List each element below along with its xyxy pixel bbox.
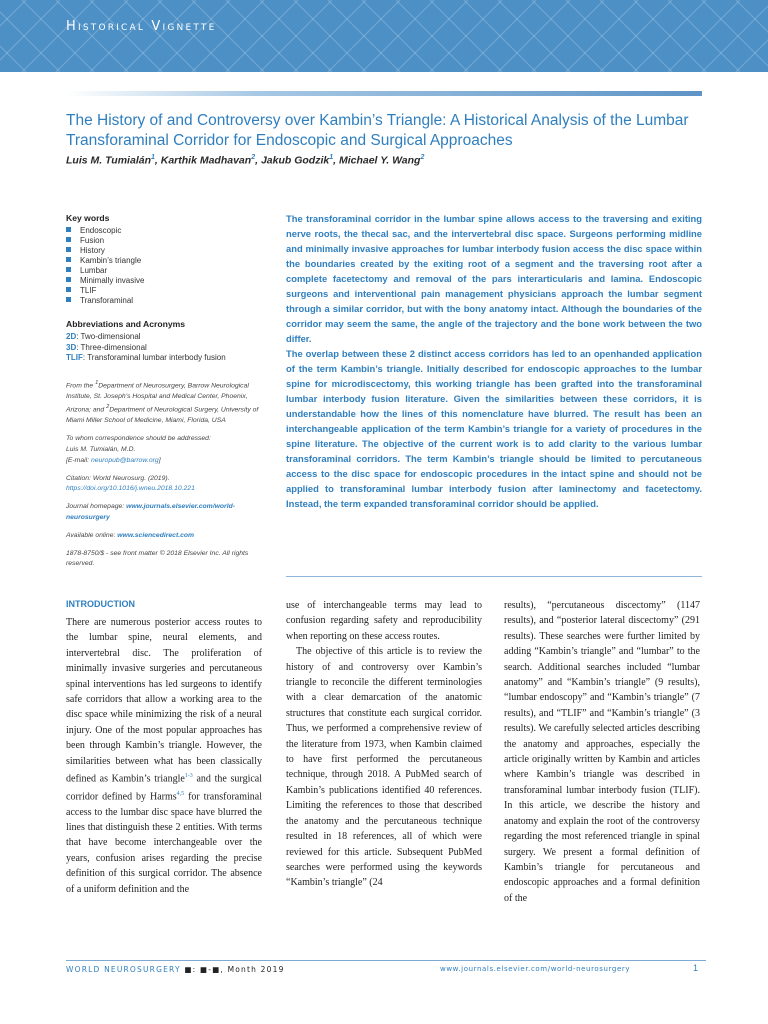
keywords-heading: Key words [66, 213, 110, 223]
banner-line [0, 0, 26, 72]
keyword-item [66, 226, 272, 236]
keyword-label: Endoscopic [80, 226, 122, 235]
author: Jakub Godzik [260, 154, 330, 167]
banner-pattern [0, 0, 768, 72]
affiliation-2: Department of Neurological Surgery, University of Miami Miller School of Medicine, Miami, Florida, USA [66, 406, 259, 425]
journal-homepage [66, 502, 272, 524]
abbreviation-term: TLIF [66, 353, 83, 362]
abbreviation-definition: Two-dimensional [80, 332, 141, 341]
affiliation-1: Department of Neurosurgery, Barrow Neurological Institute, St. Joseph’s Hospital and Medical Center, Phoenix, Arizona; and [66, 381, 249, 414]
banner-line [0, 0, 60, 72]
abbreviation-item: 2D: Two-dimensional [66, 332, 141, 341]
author: Michael Y. Wang [338, 154, 421, 167]
section-heading: INTRODUCTION [66, 599, 135, 609]
author-affiliation: 1 [150, 154, 155, 161]
author-list [66, 154, 424, 167]
affiliations-block [66, 378, 272, 571]
footer-url[interactable]: www.journals.elsevier.com/world-neurosurgery [440, 965, 631, 973]
citation-text: Citation: World Neurosurg. (2019). [66, 474, 170, 482]
banner-line [702, 0, 768, 72]
author-affiliation: 2 [251, 154, 256, 161]
available-online [66, 531, 272, 542]
bullet-square-icon [66, 297, 71, 302]
abbreviation-item: 3D: Three-dimensional [66, 342, 147, 352]
affiliation-prefix: From the [66, 381, 96, 389]
bullet-square-icon [66, 227, 71, 232]
abstract-paragraph: The transforaminal corridor in the lumbar spine allows access to the traversing and exiting nerve roots, the thecal sac, and the intervertebral disc space. Surgeons performing midline and minimally invasive approaches for lumbar interbody fusion access the disc space within the boundaries created by the exiting root of a segment and the traversing root after a complete facetectomy and removal of the pars interarticularis and lamina. Endoscopic surgeons and interventional pain management physicians approach the lumbar segment through a similar corridor, but with the bony anatomy intact. Although the boundaries of the corridor may seem the same, the angle of the trajectory and the bone work between the two differ. [286, 213, 702, 344]
author-affiliation: 2 [420, 154, 425, 161]
banner-line [0, 0, 26, 72]
keyword-item [66, 286, 272, 296]
section-title: Historical Vignette [66, 19, 217, 34]
author: Karthik Madhavan [160, 154, 252, 167]
body-paragraph: results), “percutaneous discectomy” (1147 results), and “posterior lateral discectomy” (291 results). These searches were further limited by adding “Kambin’s triangle” and “lumbar” to the search. Additional searches included “lumbar anatomy” and “Kambin’s triangle” (9 results), “lumbar endoscopy” and “Kambin’s triangle” (7 results), and “TLIF” and “Kambin’s triangle” (3 results). We carefully selected articles describing the anatomy and approaches, especially the article originally written by Kambin and articles where Kambin’s triangle was described in transforaminal lumbar interbody fusion (TLIF). In this article, we describe the history and anatomy and explain the root of the controversy regarding the most referenced triangle in spinal surgery. We present a formal definition of Kambin’s triangle for percutaneous and endoscopic approaches and a formal definition of the [504, 600, 700, 904]
body-column-1 [66, 598, 262, 897]
journal-volume: ■: ■-■, Month 2019 [180, 965, 285, 974]
abstract-rule [286, 576, 702, 577]
copyright: 1878-8750/$ - see front matter © 2018 Elsevier Inc. All rights reserved. [66, 549, 249, 568]
reference-marker[interactable]: 4,5 [176, 790, 185, 797]
body-paragraph: use of interchangeable terms may lead to confusion regarding safety and reproducibility when reporting on these access routes. [286, 600, 482, 642]
keyword-label: Minimally invasive [80, 276, 145, 285]
keyword-label: Fusion [80, 236, 105, 245]
abstract-paragraph: The overlap between these 2 distinct access corridors has led to an openhanded application of the term Kambin’s triangle. Initially described for endoscopic approaches to the lumbar spine for microdiscectomy, this working triangle has been grafted into the transforaminal lumbar interbody fusion literature. Given the similarities between these corridors, it is understandable how the lines of this nomenclature have blurred. The result has been an interchangeable application of the term Kambin’s triangle for a variety of procedures in the spine literature. The objective of the current work is to add clarity to the various lumbar transforaminal corridors. The term Kambin’s triangle should be limited to percutaneous access to the disc space for endoscopic procedures in the intact spine and should not be applied to transforaminal lumbar interbody fusion after laminectomy and facetectomy. Instead, the term expanded transforaminal corridor should be applied. [286, 348, 702, 509]
email-label: [E-mail: [66, 456, 91, 464]
body-column-3 [504, 598, 700, 906]
keyword-item [66, 296, 272, 306]
bullet-square-icon [66, 277, 71, 282]
keyword-item [66, 256, 272, 266]
email-link[interactable]: neuropub@barrow.org [90, 456, 159, 464]
bullet-square-icon [66, 267, 71, 272]
homepage-link[interactable]: www.journals.elsevier.com/world-neurosurgery [66, 503, 236, 521]
correspondence-label: To whom correspondence should be addressed: [66, 435, 211, 443]
keyword-item [66, 276, 272, 286]
page-number: 1 [693, 963, 699, 973]
author-separator: , [255, 154, 261, 167]
abbreviation-term: 3D [66, 342, 77, 352]
journal-name: WORLD NEUROSURGERY [66, 965, 181, 974]
abbreviation-definition: Three-dimensional [80, 342, 147, 352]
keyword-item [66, 246, 272, 256]
footer-journal [66, 965, 285, 974]
body-text: for transforaminal access to the lumbar disc space have blurred the lines that distinguish these 2 entities. With terms that have become interchangeable over the years, confusion arises regarding the precise definition of this surgical corridor. The absence of a uniform definition and the [66, 791, 262, 895]
bullet-square-icon [66, 257, 71, 262]
keyword-item [66, 236, 272, 246]
abstract [286, 211, 702, 511]
body-paragraph [66, 615, 262, 897]
bullet-square-icon [66, 237, 71, 242]
body-column-2 [286, 598, 482, 891]
body-text: There are numerous posterior access routes to the lumbar spine, neural elements, and intervertebral disc. The proliferation of minimally invasive surgeries and percutaneous spinal interventions has led surgeons to identify safe corridors that allow a working area to the disc space while minimizing the risk of a neural injury. One of the most popular approaches has been through Kambin’s triangle. However, the similarities between what has been classically defined as Kambin’s triangle [66, 617, 262, 785]
email-close: ] [158, 456, 161, 464]
keyword-label: History [80, 246, 105, 255]
bullet-square-icon [66, 247, 71, 252]
abbreviation-term: 2D [66, 332, 77, 341]
abbreviation-definition: Transforaminal lumbar interbody fusion [87, 353, 226, 362]
keyword-label: Kambin’s triangle [80, 256, 142, 265]
keyword-label: Lumbar [80, 266, 108, 275]
author: Luis M. Tumialán [66, 154, 151, 167]
citation [66, 474, 272, 496]
keyword-item [66, 266, 272, 276]
body-text: and the surgical corridor defined by Harms [66, 773, 262, 803]
author-affiliation: 1 [329, 154, 334, 161]
keyword-label: Transforaminal [80, 296, 134, 305]
sciencedirect-link[interactable]: www.sciencedirect.com [117, 531, 195, 539]
doi-link[interactable]: https://doi.org/10.1016/j.wneu.2018.10.221 [66, 485, 195, 493]
keywords-list [66, 226, 272, 306]
available-label: Available online: [66, 531, 118, 539]
body-paragraph: The objective of this article is to review the history of and controversy over Kambin’s triangle to reconcile the different terminologies with a clear demarcation of the anatomic structures that constitute each surgical corridor. Thus, we performed a comprehensive review of the literature from 1973, when Kambin claimed to have first performed the percutaneous technique, through 2018. A PubMed search of Kambin’s publications identified 40 references. Limiting the references to those that described the anatomy and the percutaneous technique resulted in 18 references, all of which were reviewed for this article. Subsequent PubMed searches were performed using the keywords “Kambin’s triangle” (24 [286, 646, 482, 889]
reference-marker[interactable]: 1-3 [184, 773, 193, 780]
bullet-square-icon [66, 287, 71, 292]
abbreviation-item: TLIF: Transforaminal lumbar interbody fusion [66, 353, 226, 362]
homepage-label: Journal homepage: [66, 503, 127, 511]
section-banner [0, 0, 768, 72]
author-separator: , [333, 154, 339, 167]
affiliation-text [66, 378, 272, 428]
article-title: The History of and Controversy over Kambin’s Triangle: A Historical Analysis of the Lumbar Transforaminal Corridor for Endoscopic and Surgical Approaches [66, 112, 689, 149]
header-rule [66, 91, 702, 96]
correspondence [66, 434, 272, 466]
affiliation-marker: 2 [106, 404, 110, 411]
author-separator: , [154, 154, 161, 167]
banner-line [0, 0, 60, 72]
keyword-label: TLIF [80, 286, 97, 295]
abbreviations-heading: Abbreviations and Acronyms [66, 319, 186, 329]
affiliation-marker: 1 [95, 379, 99, 386]
footer-rule [66, 960, 706, 961]
sidebar [66, 213, 272, 577]
correspondence-name: Luis M. Tumialán, M.D. [66, 446, 136, 454]
banner-line [702, 0, 768, 72]
